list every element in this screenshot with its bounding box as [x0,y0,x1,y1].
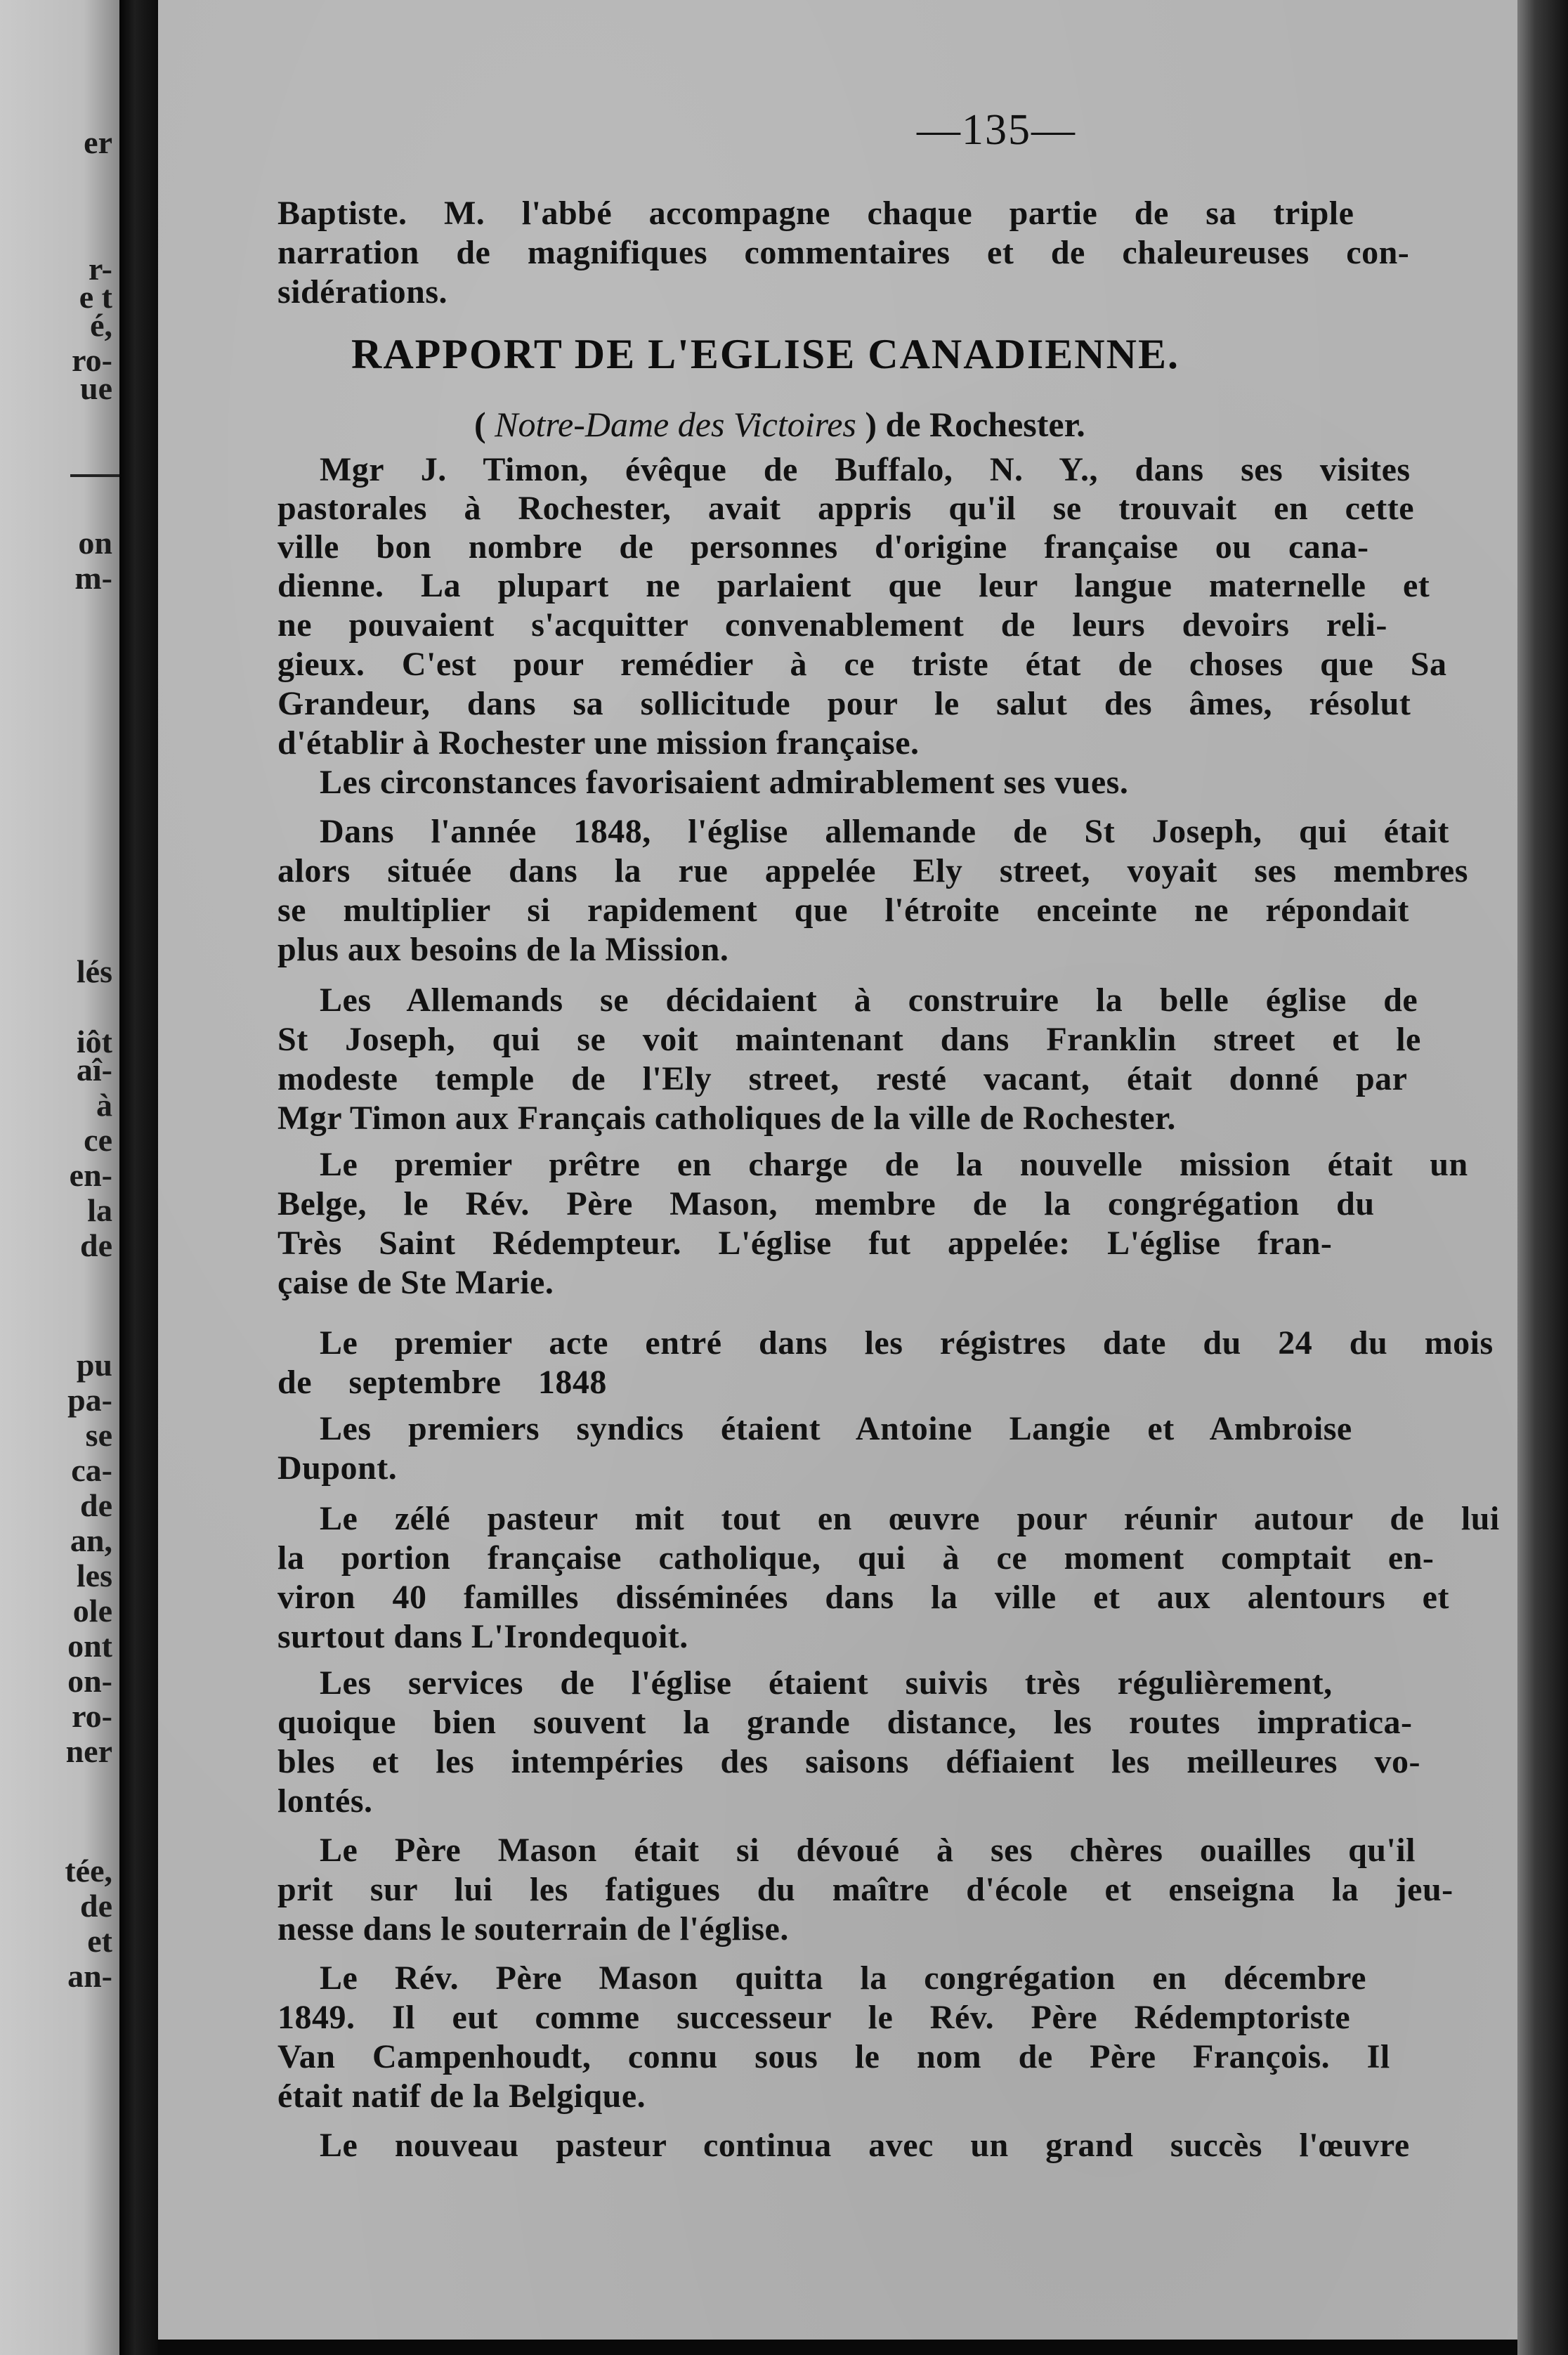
paragraph-line: quoique bien souvent la grande distance, les routes impratica- [277,1704,1413,1741]
paragraph-line: la portion française catholique, qui à ce moment comptait en- [277,1539,1435,1577]
intro-line: narration de magnifiques commentaires et de chaleureuses con- [277,234,1410,271]
margin-fragment: de [80,1227,112,1263]
page-number: —135— [917,106,1076,154]
margin-fragment: en- [69,1157,112,1193]
paragraph-line: Van Campenhoudt, connu sous le nom de Père François. Il [277,2038,1390,2075]
margin-fragment: pu [76,1347,112,1383]
paragraph-first-line: Dans l'année 1848, l'église allemande de St Joseph, qui était [320,813,1449,850]
paragraph-line: bles et les intempéries des saisons défiaient les meilleures vo- [277,1743,1420,1780]
section-heading: RAPPORT DE L'EGLISE CANADIENNE. [351,331,1180,377]
paragraph-line: se multiplier si rapidement que l'étroite enceinte ne répondait [277,892,1409,929]
paragraph-line: surtout dans L'Irondequoit. [277,1618,688,1655]
paragraph-line: Très Saint Rédempteur. L'église fut appelée: L'église fran- [277,1225,1333,1262]
paragraph-line: dienne. La plupart ne parlaient que leur langue maternelle et [277,567,1430,604]
margin-fragment: de [80,1888,112,1924]
subheading-italic: Notre-Dame des Victoires [495,405,856,444]
margin-fragment: ce [84,1122,112,1158]
paragraph-line: çaise de Ste Marie. [277,1264,554,1301]
paragraph-line: St Joseph, qui se voit maintenant dans Franklin street et le [277,1021,1421,1058]
adjacent-page-fragment [0,0,119,2355]
paragraph-first-line: Le zélé pasteur mit tout en œuvre pour réunir autour de lui [320,1500,1500,1537]
paragraph-line: ne pouvaient s'acquitter convenablement de leurs devoirs reli- [277,606,1387,644]
paragraph-line: d'établir à Rochester une mission française. [277,724,920,762]
margin-fragment: de [80,1487,112,1523]
paragraph-first-line: Les circonstances favorisaient admirablement ses vues. [320,764,1129,801]
paragraph-line: gieux. C'est pour remédier à ce triste état de choses que Sa [277,646,1447,683]
margin-fragment: aî- [76,1052,112,1088]
subheading-open: ( [474,405,495,444]
margin-fragment: on- [67,1663,112,1699]
margin-fragment: r- [88,251,112,287]
paragraph-line: modeste temple de l'Ely street, resté vacant, était donné par [277,1060,1408,1097]
margin-fragment: ue [80,370,112,406]
margin-fragment: les [76,1558,112,1593]
paragraph-first-line: Le nouveau pasteur continua avec un grand succès l'œuvre [320,2127,1410,2164]
intro-line: Baptiste. M. l'abbé accompagne chaque partie de sa triple [277,195,1354,232]
margin-fragment: an- [67,1958,112,1994]
paragraph-line: Dupont. [277,1449,398,1487]
paragraph-line: ville bon nombre de personnes d'origine française ou cana- [277,528,1369,566]
paragraph-first-line: Le premier acte entré dans les régistres date du 24 du mois [320,1324,1494,1362]
book-gutter [119,0,158,2355]
paragraph-line: était natif de la Belgique. [277,2077,646,2115]
paragraph-line: de septembre 1848 [277,1364,607,1401]
margin-fragment: m- [74,560,112,596]
margin-fragment: iôt [76,1024,112,1059]
paragraph-first-line: Les premiers syndics étaient Antoine Langie et Ambroise [320,1410,1352,1447]
paragraph-first-line: Mgr J. Timon, évêque de Buffalo, N. Y., dans ses visites [320,451,1411,488]
margin-fragment: ont [67,1628,112,1664]
paragraph-line: 1849. Il eut comme successeur le Rév. Père Rédemptoriste [277,1999,1351,2036]
subheading-close: ) de Rochester. [856,405,1085,444]
paragraph-first-line: Les Allemands se décidaient à construire la belle église de [320,981,1418,1019]
margin-fragment: pa- [67,1382,112,1418]
margin-fragment: se [85,1417,112,1453]
page-edge [1517,0,1568,2355]
paragraph-line: viron 40 familles disséminées dans la ville et aux alentours et [277,1579,1449,1616]
book-page [158,0,1517,2340]
margin-fragment: la [87,1192,112,1228]
paragraph-line: prit sur lui les fatigues du maître d'école et enseigna la jeu- [277,1871,1453,1908]
paragraph-first-line: Le premier prêtre en charge de la nouvelle mission était un [320,1146,1468,1183]
paragraph-first-line: Le Rév. Père Mason quitta la congrégation en décembre [320,1959,1366,1997]
margin-fragment: ner [65,1733,112,1769]
margin-fragment: on [78,525,112,561]
margin-fragment: ole [72,1593,112,1629]
paragraph-line: lontés. [277,1782,373,1820]
intro-line: sidérations. [277,273,448,311]
margin-fragment: et [87,1923,112,1959]
margin-fragment: ro- [72,1698,112,1734]
margin-fragment: é, [90,307,112,343]
margin-fragment: ca- [71,1452,112,1488]
paragraph-line: Belge, le Rév. Père Mason, membre de la congrégation du [277,1185,1375,1222]
paragraph-line: Grandeur, dans sa sollicitude pour le salut des âmes, résolut [277,685,1411,722]
margin-fragment: tée, [65,1853,112,1888]
margin-fragment: lés [76,953,112,989]
margin-fragment: à [96,1087,112,1123]
paragraph-line: nesse dans le souterrain de l'église. [277,1910,789,1948]
paragraph-line: Mgr Timon aux Français catholiques de la ville de Rochester. [277,1100,1176,1137]
margin-fragment: ro- [72,342,112,378]
margin-fragment: er [84,124,112,160]
margin-rule [70,474,119,477]
paragraph-line: alors située dans la rue appelée Ely street, voyait ses membres [277,852,1468,889]
section-subheading [474,404,1085,445]
paragraph-line: pastorales à Rochester, avait appris qu'il se trouvait en cette [277,490,1415,527]
paragraph-line: plus aux besoins de la Mission. [277,931,729,968]
paragraph-first-line: Les services de l'église étaient suivis très régulièrement, [320,1664,1333,1702]
margin-fragment: e t [79,279,112,315]
margin-fragment: an, [70,1522,112,1558]
paragraph-first-line: Le Père Mason était si dévoué à ses chères ouailles qu'il [320,1832,1416,1869]
